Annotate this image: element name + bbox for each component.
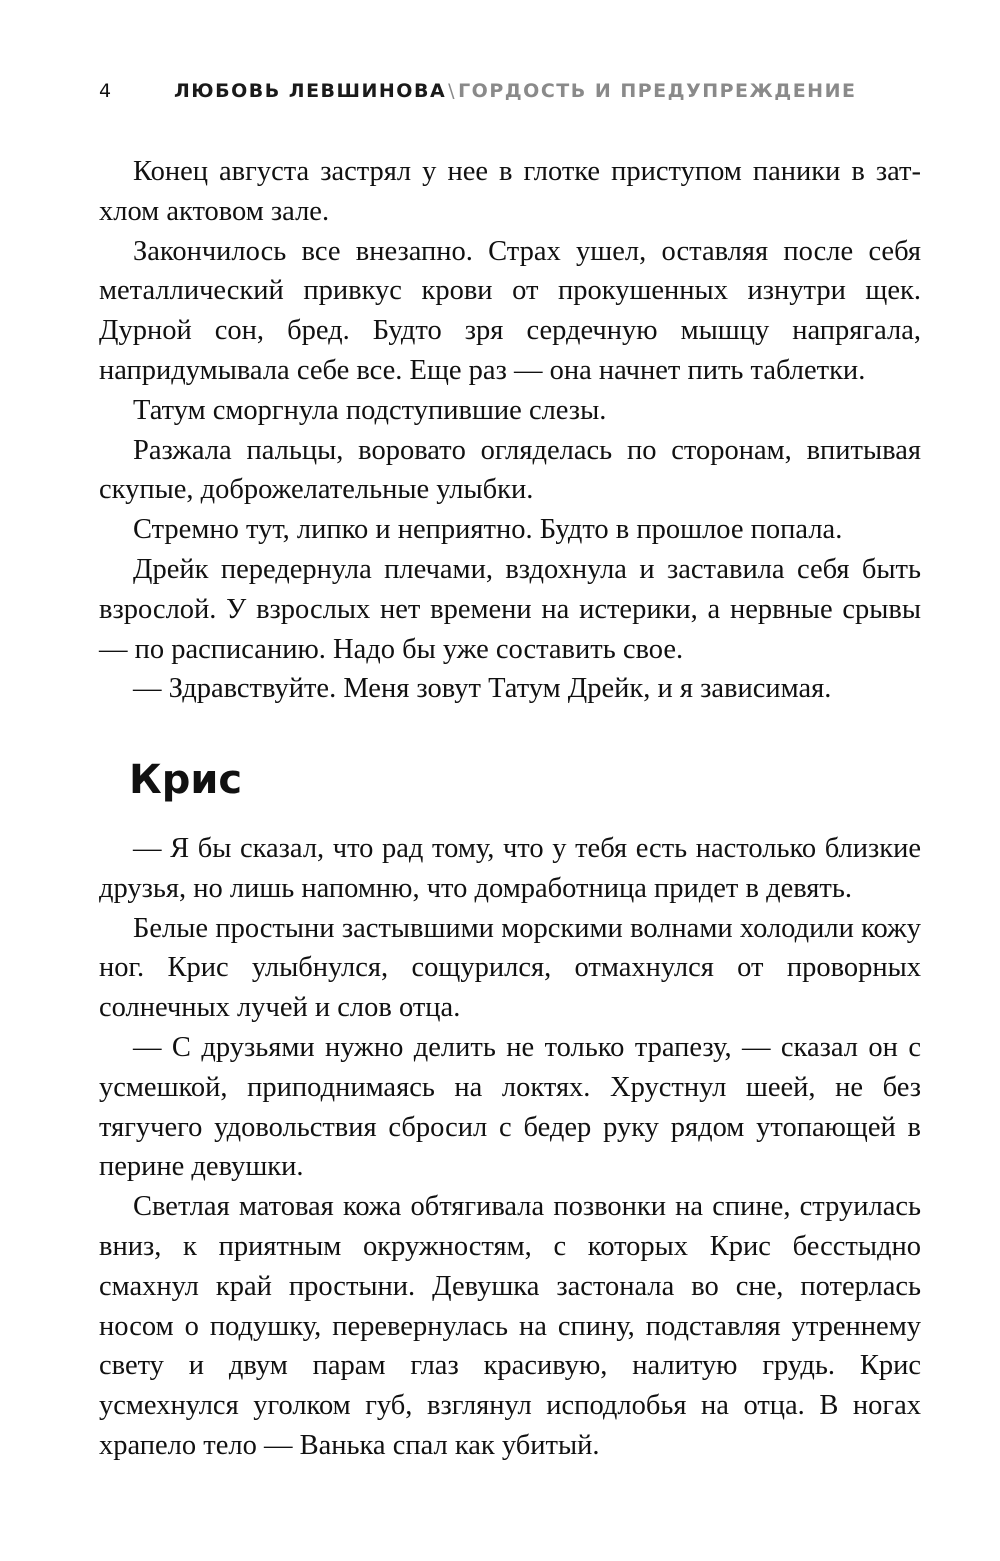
running-header — [99, 74, 919, 108]
paragraph: Татум сморгнула подступившие слезы. — [133, 394, 607, 426]
paragraph: — Здравствуйте. Меня зовут Татум Дрейк, и я зависимая. — [133, 673, 832, 705]
chapter-heading: Крис — [129, 757, 243, 803]
paragraph: Светлая матовая кожа обтягивала позвонки на спине, струилась вниз, к приятным окружностям, с которых Крис бесстыдно смахнул край простыни. Девушка застонала во сне, потерлась носом о подушку, перевернулась на спину, подставляя утреннему свету и двум парам глаз красивую, налитую грудь. Крис усмехнулся уголком губ, взглянул исподлобья на отца. В ногах храпело тело — Ванька спал как убитый. — [99, 1191, 921, 1461]
paragraph: — С друзьями нужно делить не только трапезу, — сказал он с усмешкой, приподнимаясь на локтях. Хрустнул шеей, не без тягучего удовольствия сбросил с бедер руку рядом утопающей в перине девушки. — [99, 1031, 921, 1183]
paragraph: Стремно тут, липко и неприятно. Будто в прошлое попала. — [133, 514, 843, 546]
page-number: 4 — [99, 80, 112, 102]
text-section-1 — [99, 152, 921, 709]
paragraph: Разжала пальцы, вороватo огляделась по сторонам, впитывая скупые, доброжелательные улыбки. — [99, 434, 921, 506]
author-name: ЛЮБОВЬ ЛЕВШИНОВА — [174, 80, 447, 102]
paragraph: — Я бы сказал, что рад тому, что у тебя есть настолько близкие друзья, но лишь напомню, что домработница придет в девять. — [99, 833, 921, 904]
paragraph: Закончилось все внезапно. Страх ушел, оставляя после себя металлический привкус крови от прокушенных изнутри щек. Дурной сон, бред. Будто зря сердечную мышцу напрягала, напридумывала себе все. Еще раз — она начнет пить таблетки. — [99, 235, 921, 386]
paragraph: Дрейк передернула плечами, вздохнула и заставила себя быть взрослой. У взрослых нет времени на истерики, а нервные срывы — по расписанию. Надо бы уже составить свое. — [99, 553, 921, 665]
paragraph: Конец августа застрял у нее в глотке приступом паники в затхлом актовом зале. — [99, 156, 921, 227]
book-title: ГОРДОСТЬ И ПРЕДУПРЕЖДЕНИЕ — [458, 80, 857, 102]
paragraph: Белые простыни застывшими морскими волнами холодили кожу ног. Крис улыбнулся, сощурился, отмахнулся от проворных солнечных лучей и слов отца. — [99, 912, 921, 1024]
header-text — [174, 74, 856, 108]
text-section-2 — [99, 829, 921, 1466]
header-separator: \ — [448, 80, 457, 102]
